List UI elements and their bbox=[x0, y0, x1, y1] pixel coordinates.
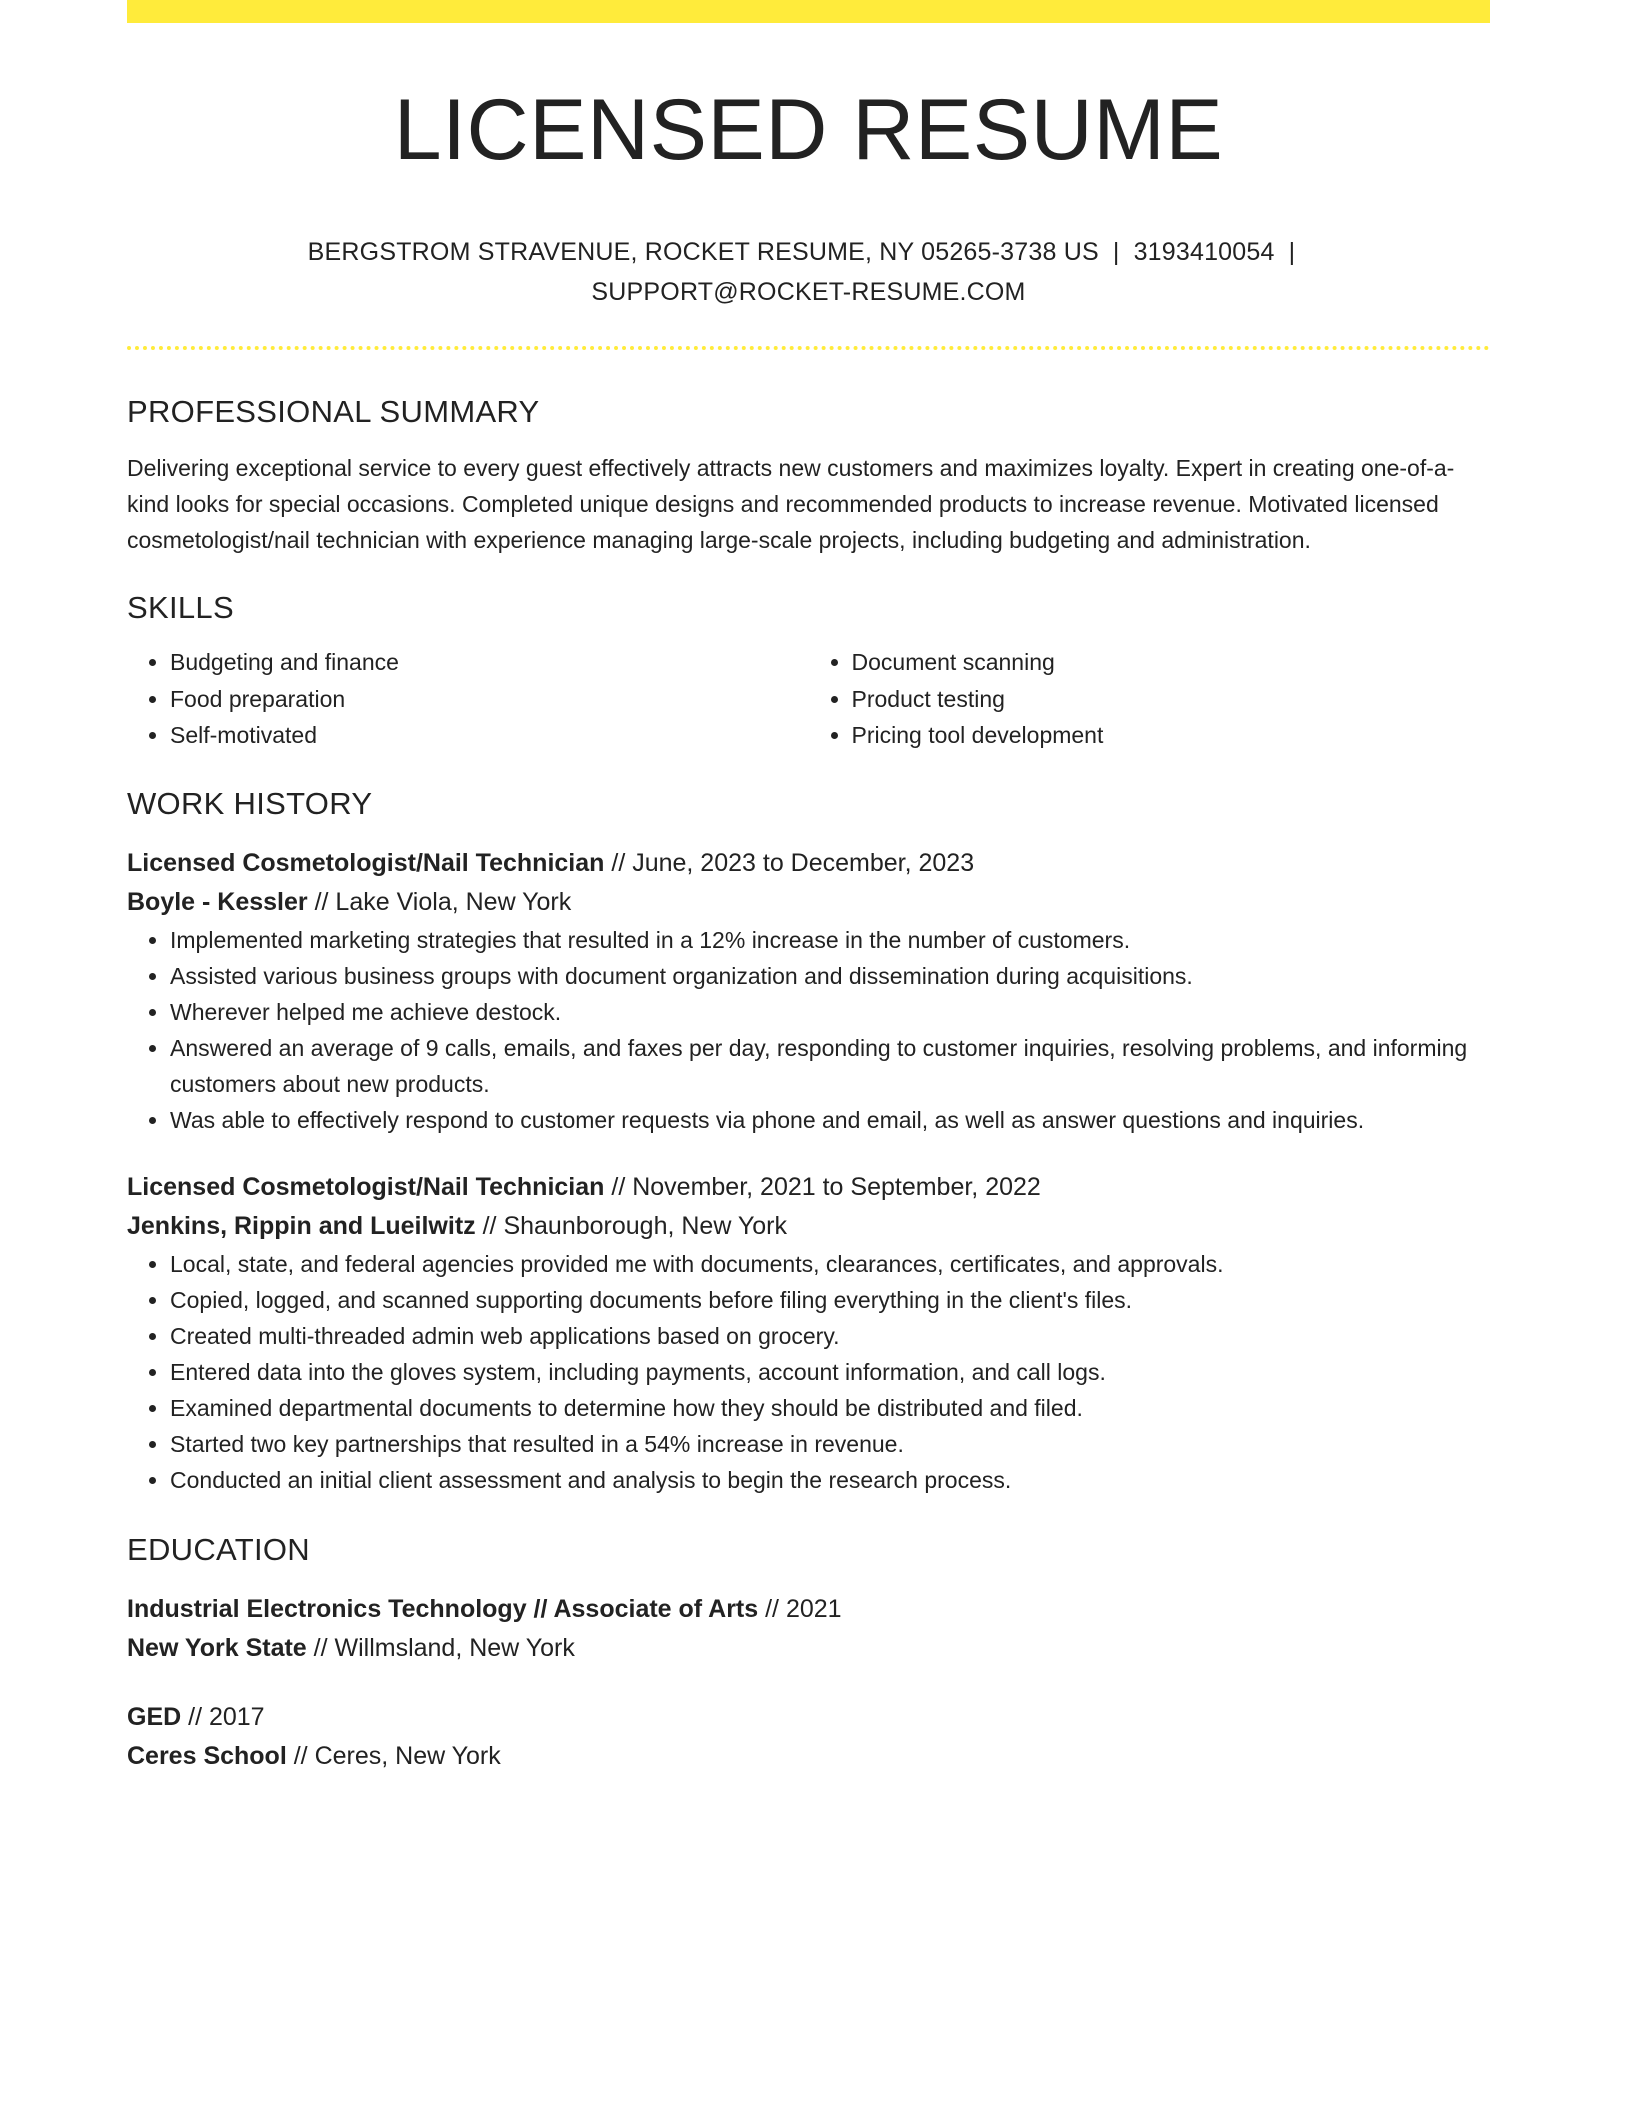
education-heading: EDUCATION bbox=[127, 1531, 310, 1567]
job-bullet: • Was able to effectively respond to customer requests via phone and email, as well as answer questions and inquiries. bbox=[170, 1102, 1490, 1138]
job-bullets bbox=[127, 922, 1490, 1138]
education-entry bbox=[127, 1698, 1490, 1776]
contact-separator: | bbox=[1112, 238, 1120, 266]
skill-item: • Self-motivated bbox=[170, 717, 809, 754]
header-divider bbox=[127, 346, 1490, 350]
job-title-line bbox=[127, 844, 1490, 883]
job-bullet: • Assisted various business groups with document organization and dissemination during acquisitions. bbox=[170, 958, 1490, 994]
job-role: Licensed Cosmetologist/Nail Technician bbox=[127, 848, 605, 877]
summary-text: Delivering exceptional service to every guest effectively attracts new customers and maximizes loyalty. Expert in creating one-of-a-kind looks for special occasions. Completed unique designs and recommended products to increase revenue. Motivated licensed cosmetologist/nail technician with experience managing large-scale projects, including budgeting and administration. bbox=[127, 455, 1455, 553]
job-entry bbox=[127, 1168, 1490, 1498]
skill-item: • Food preparation bbox=[170, 681, 809, 718]
job-entry bbox=[127, 844, 1490, 1138]
job-location: // Shaunborough, New York bbox=[475, 1211, 787, 1240]
skill-item: • Document scanning bbox=[852, 644, 1491, 681]
education-school: New York State bbox=[127, 1633, 307, 1662]
resume-name: LICENSED RESUME bbox=[393, 82, 1224, 178]
job-title-line bbox=[127, 1168, 1490, 1207]
education-entry bbox=[127, 1590, 1490, 1668]
education-school-line bbox=[127, 1737, 1490, 1776]
job-bullet: • Wherever helped me achieve destock. bbox=[170, 994, 1490, 1030]
skill-item: • Budgeting and finance bbox=[170, 644, 809, 681]
job-bullet: • Conducted an initial client assessment and analysis to begin the research process. bbox=[170, 1462, 1490, 1498]
education-year: // 2021 bbox=[758, 1594, 842, 1623]
job-company-line bbox=[127, 1207, 1490, 1246]
summary-heading: PROFESSIONAL SUMMARY bbox=[127, 394, 540, 429]
job-dates: // June, 2023 to December, 2023 bbox=[604, 848, 975, 877]
job-bullet: • Entered data into the gloves system, including payments, account information, and call logs. bbox=[170, 1354, 1490, 1390]
job-company: Jenkins, Rippin and Lueilwitz bbox=[127, 1211, 476, 1240]
education-location: // Ceres, New York bbox=[286, 1741, 501, 1770]
education-school-line bbox=[127, 1629, 1490, 1668]
skills-column-left bbox=[127, 644, 809, 754]
job-dates: // November, 2021 to September, 2022 bbox=[604, 1172, 1041, 1201]
job-bullet: • Examined departmental documents to determine how they should be distributed and filed. bbox=[170, 1390, 1490, 1426]
skills-heading: SKILLS bbox=[127, 590, 234, 625]
education-school: Ceres School bbox=[127, 1741, 287, 1770]
job-bullet: • Local, state, and federal agencies provided me with documents, clearances, certificates, and approvals. bbox=[170, 1246, 1490, 1282]
skills-column-right bbox=[809, 644, 1491, 754]
education-degree-line bbox=[127, 1698, 1490, 1737]
job-bullet: • Implemented marketing strategies that resulted in a 12% increase in the number of customers. bbox=[170, 922, 1490, 958]
contact-phone: 3193410054 bbox=[1133, 238, 1275, 266]
education-degree: Industrial Electronics Technology // Associate of Arts bbox=[127, 1594, 759, 1623]
job-bullet: • Answered an average of 9 calls, emails, and faxes per day, responding to customer inquiries, resolving problems, and informing customers about new products. bbox=[170, 1030, 1490, 1102]
work-history-heading: WORK HISTORY bbox=[127, 785, 373, 821]
skill-item: • Pricing tool development bbox=[852, 717, 1491, 754]
education-degree: GED bbox=[127, 1702, 182, 1731]
job-bullets bbox=[127, 1246, 1490, 1498]
job-bullet: • Created multi-threaded admin web applications based on grocery. bbox=[170, 1318, 1490, 1354]
resume-content bbox=[127, 0, 1490, 1776]
skills-list bbox=[127, 644, 1490, 754]
contact-info bbox=[127, 232, 1490, 312]
job-bullet: • Started two key partnerships that resulted in a 54% increase in revenue. bbox=[170, 1426, 1490, 1462]
contact-email: SUPPORT@ROCKET-RESUME.COM bbox=[591, 278, 1026, 306]
job-bullet: • Copied, logged, and scanned supporting documents before filing everything in the client's files. bbox=[170, 1282, 1490, 1318]
job-role: Licensed Cosmetologist/Nail Technician bbox=[127, 1172, 605, 1201]
contact-separator: | bbox=[1288, 238, 1296, 266]
job-company-line bbox=[127, 883, 1490, 922]
job-company: Boyle - Kessler bbox=[127, 887, 308, 916]
education-location: // Willmsland, New York bbox=[306, 1633, 575, 1662]
job-location: // Lake Viola, New York bbox=[307, 887, 572, 916]
contact-address: BERGSTROM STRAVENUE, ROCKET RESUME, NY 05265-3738 US bbox=[307, 238, 1099, 266]
skill-item: • Product testing bbox=[852, 681, 1491, 718]
education-year: // 2017 bbox=[181, 1702, 265, 1731]
education-degree-line bbox=[127, 1590, 1490, 1629]
